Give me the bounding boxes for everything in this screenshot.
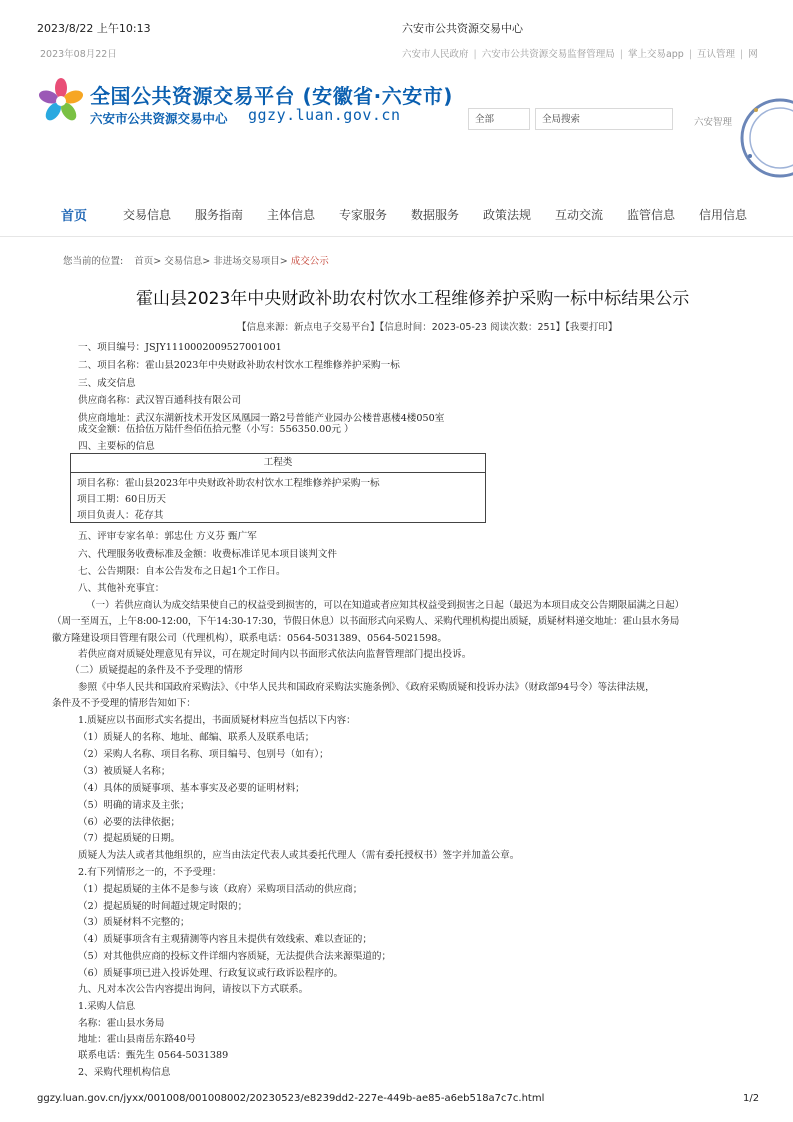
content-line: 2、采购代理机构信息 — [78, 1067, 171, 1078]
breadcrumb-link[interactable]: 非进场交易项目> — [213, 256, 288, 267]
content-line: 七、公告期限：自本公告发布之日起1个工作日。 — [78, 566, 286, 577]
breadcrumb-link[interactable]: 首页> — [134, 256, 162, 267]
content-line: 三、成交信息 — [78, 378, 136, 389]
table-row: 项目名称：霍山县2023年中央财政补助农村饮水工程维修养护采购一标 — [77, 478, 380, 489]
content-line: 供应商地址：武汉东湖新技术开发区凤凰园一路2号普能产业园办公楼普惠楼4楼050室 — [78, 413, 445, 424]
nav-interaction[interactable]: 互动交流 — [555, 208, 604, 222]
nav-policy[interactable]: 政策法规 — [483, 208, 532, 222]
search-input[interactable]: 全局搜索 — [535, 108, 673, 130]
emblem-badge-icon — [740, 96, 793, 180]
content-line: 条件及不予受理的情形告知如下： — [52, 698, 196, 709]
platform-logo-icon — [36, 76, 86, 126]
top-date: 2023年08月22日 — [40, 49, 117, 60]
content-line: 一、项目编号：JSJY1110002009527001001 — [78, 342, 282, 353]
print-footer-url: ggzy.luan.gov.cn/jyxx/001008/001008002/20230523/e8239dd2-227e-449b-ae85-a6eb518a7c7c.html — [37, 1093, 545, 1104]
nav-expert-service[interactable]: 专家服务 — [339, 208, 388, 222]
breadcrumb — [63, 253, 329, 267]
content-line: （6）质疑事项已进入投诉处理、行政复议或行政诉讼程序的。 — [78, 968, 344, 979]
content-line: 质疑人为法人或者其他组织的，应当由法定代表人或其委托代理人（需有委托授权书）签字并加盖公章。 — [78, 850, 520, 861]
content-line: 六、代理服务收费标准及金额：收费标准详见本项目谈判文件 — [78, 549, 338, 560]
nav-supervision[interactable]: 监管信息 — [627, 208, 676, 222]
content-line: 地址：霍山县南岳东路40号 — [78, 1034, 196, 1045]
content-line: 名称：霍山县水务局 — [78, 1018, 165, 1029]
content-line: 五、评审专家名单：郭忠仕 方义芬 甄广军 — [78, 531, 257, 542]
print-datetime: 2023/8/22 上午10:13 — [37, 22, 151, 35]
content-line: 若供应商对质疑处理意见有异议，可在规定时间内以书面形式依法向监督管理部门提出投诉。 — [78, 649, 472, 660]
site-domain: ggzy.luan.gov.cn — [248, 106, 401, 124]
content-line: 成交金额：伍拾伍万陆仟叁佰伍拾元整（小写：556350.00元 ） — [78, 424, 354, 435]
content-line: （1）提起质疑的主体不是参与该（政府）采购项目活动的供应商； — [78, 884, 363, 895]
table-row: 项目工期：60日历天 — [77, 494, 166, 505]
article-meta: 【信息来源：新点电子交易平台】【信息时间：2023-05-23 阅读次数：251】【我要打印】 — [237, 322, 618, 333]
content-line: （4）质疑事项含有主观猜测等内容且未提供有效线索、难以查证的； — [78, 934, 372, 945]
content-line: （2）采购人名称、项目名称、项目编号、包别号（如有）； — [78, 749, 329, 760]
table-header: 工程类 — [71, 454, 485, 473]
content-line: （3）被质疑人名称； — [78, 766, 171, 777]
subject-table — [70, 453, 486, 523]
top-link[interactable]: 掌上交易app — [627, 49, 684, 60]
article-title: 霍山县2023年中央财政补助农村饮水工程维修养护采购一标中标结果公示 — [136, 289, 690, 309]
nav-trade-info[interactable]: 交易信息 — [123, 208, 172, 222]
nav-home[interactable]: 首页 — [61, 209, 88, 224]
content-line: 八、其他补充事宜： — [78, 583, 165, 594]
top-link[interactable]: 网 — [748, 49, 758, 60]
content-line: 1.质疑应以书面形式实名提出，书面质疑材料应当包括以下内容： — [78, 715, 356, 726]
platform-title: 全国公共资源交易平台 (安徽省·六安市) — [90, 84, 453, 108]
content-line: 九、凡对本次公告内容提出询问，请按以下方式联系。 — [78, 984, 309, 995]
content-line: （3）质疑材料不完整的； — [78, 917, 190, 928]
content-line: （周一至周五，上午8:00-12:00，下午14:30-17:30，节假日休息）以书面形式向采购人、采购代理机构提出质疑，质疑材料递交地址：霍山县水务局 — [52, 616, 680, 627]
nav-data-service[interactable]: 数据服务 — [411, 208, 460, 222]
breadcrumb-current: 成交公示 — [290, 256, 329, 267]
content-line: （一）若供应商认为成交结果使自己的权益受到损害的，可以在知道或者应知其权益受到损害之日起（最迟为本项目成交公告期限届满之日起） — [86, 600, 685, 611]
content-line: 2.有下列情形之一的，不予受理： — [78, 867, 222, 878]
nav-divider — [0, 236, 793, 237]
content-line: （5）明确的请求及主张； — [78, 800, 190, 811]
content-line: （5）对其他供应商的投标文件详细内容质疑，无法提供合法来源渠道的； — [78, 951, 392, 962]
nav-entity-info[interactable]: 主体信息 — [267, 208, 316, 222]
content-line: 联系电话：甄先生 0564-5031389 — [78, 1050, 229, 1061]
content-line: 二、项目名称：霍山县2023年中央财政补助农村饮水工程维修养护采购一标 — [78, 360, 400, 371]
breadcrumb-link[interactable]: 交易信息> — [164, 256, 211, 267]
print-page-title: 六安市公共资源交易中心 — [402, 22, 523, 35]
content-line: （4）具体的质疑事项、基本事实及必要的证明材料； — [78, 783, 305, 794]
content-line: （6）必要的法律依据； — [78, 817, 181, 828]
top-link[interactable]: 六安市人民政府 — [402, 49, 469, 60]
center-name: 六安市公共资源交易中心 — [90, 111, 228, 126]
content-line: （2）提起质疑的时间超过规定时限的； — [78, 901, 248, 912]
search-scope-select[interactable]: 全部 — [468, 108, 530, 130]
top-link[interactable]: 互认管理 — [697, 49, 736, 60]
content-line: 供应商名称：武汉智百通科技有限公司 — [78, 395, 242, 406]
top-link[interactable]: 六安市公共资源交易监督管理局 — [481, 49, 615, 60]
content-line: 徽方隆建设项目管理有限公司（代理机构），联系电话：0564-5031389、0564-5021598。 — [52, 633, 447, 644]
content-line: 1.采购人信息 — [78, 1001, 136, 1012]
content-line: （二）质疑提起的条件及不予受理的情形 — [70, 665, 243, 676]
print-page-number: 1/2 — [743, 1093, 760, 1104]
content-line: 四、主要标的信息 — [78, 441, 155, 452]
nav-credit[interactable]: 信用信息 — [699, 208, 748, 222]
breadcrumb-label: 您当前的位置: — [63, 256, 124, 267]
content-line: （1）质疑人的名称、地址、邮编、联系人及联系电话； — [78, 732, 315, 743]
side-text: 六安智理 — [694, 117, 733, 128]
nav-service-guide[interactable]: 服务指南 — [195, 208, 244, 222]
table-row: 项目负责人：花存其 — [77, 510, 164, 521]
top-links: 六安市人民政府 | 六安市公共资源交易监督管理局 | 掌上交易app | 互认管理 | 网 — [402, 49, 758, 60]
content-line: （7）提起质疑的日期。 — [78, 833, 181, 844]
content-line: 参照《中华人民共和国政府采购法》、《中华人民共和国政府采购法实施条例》、《政府采购质疑和投诉办法》（财政部94号令）等法律法规， — [78, 682, 655, 693]
